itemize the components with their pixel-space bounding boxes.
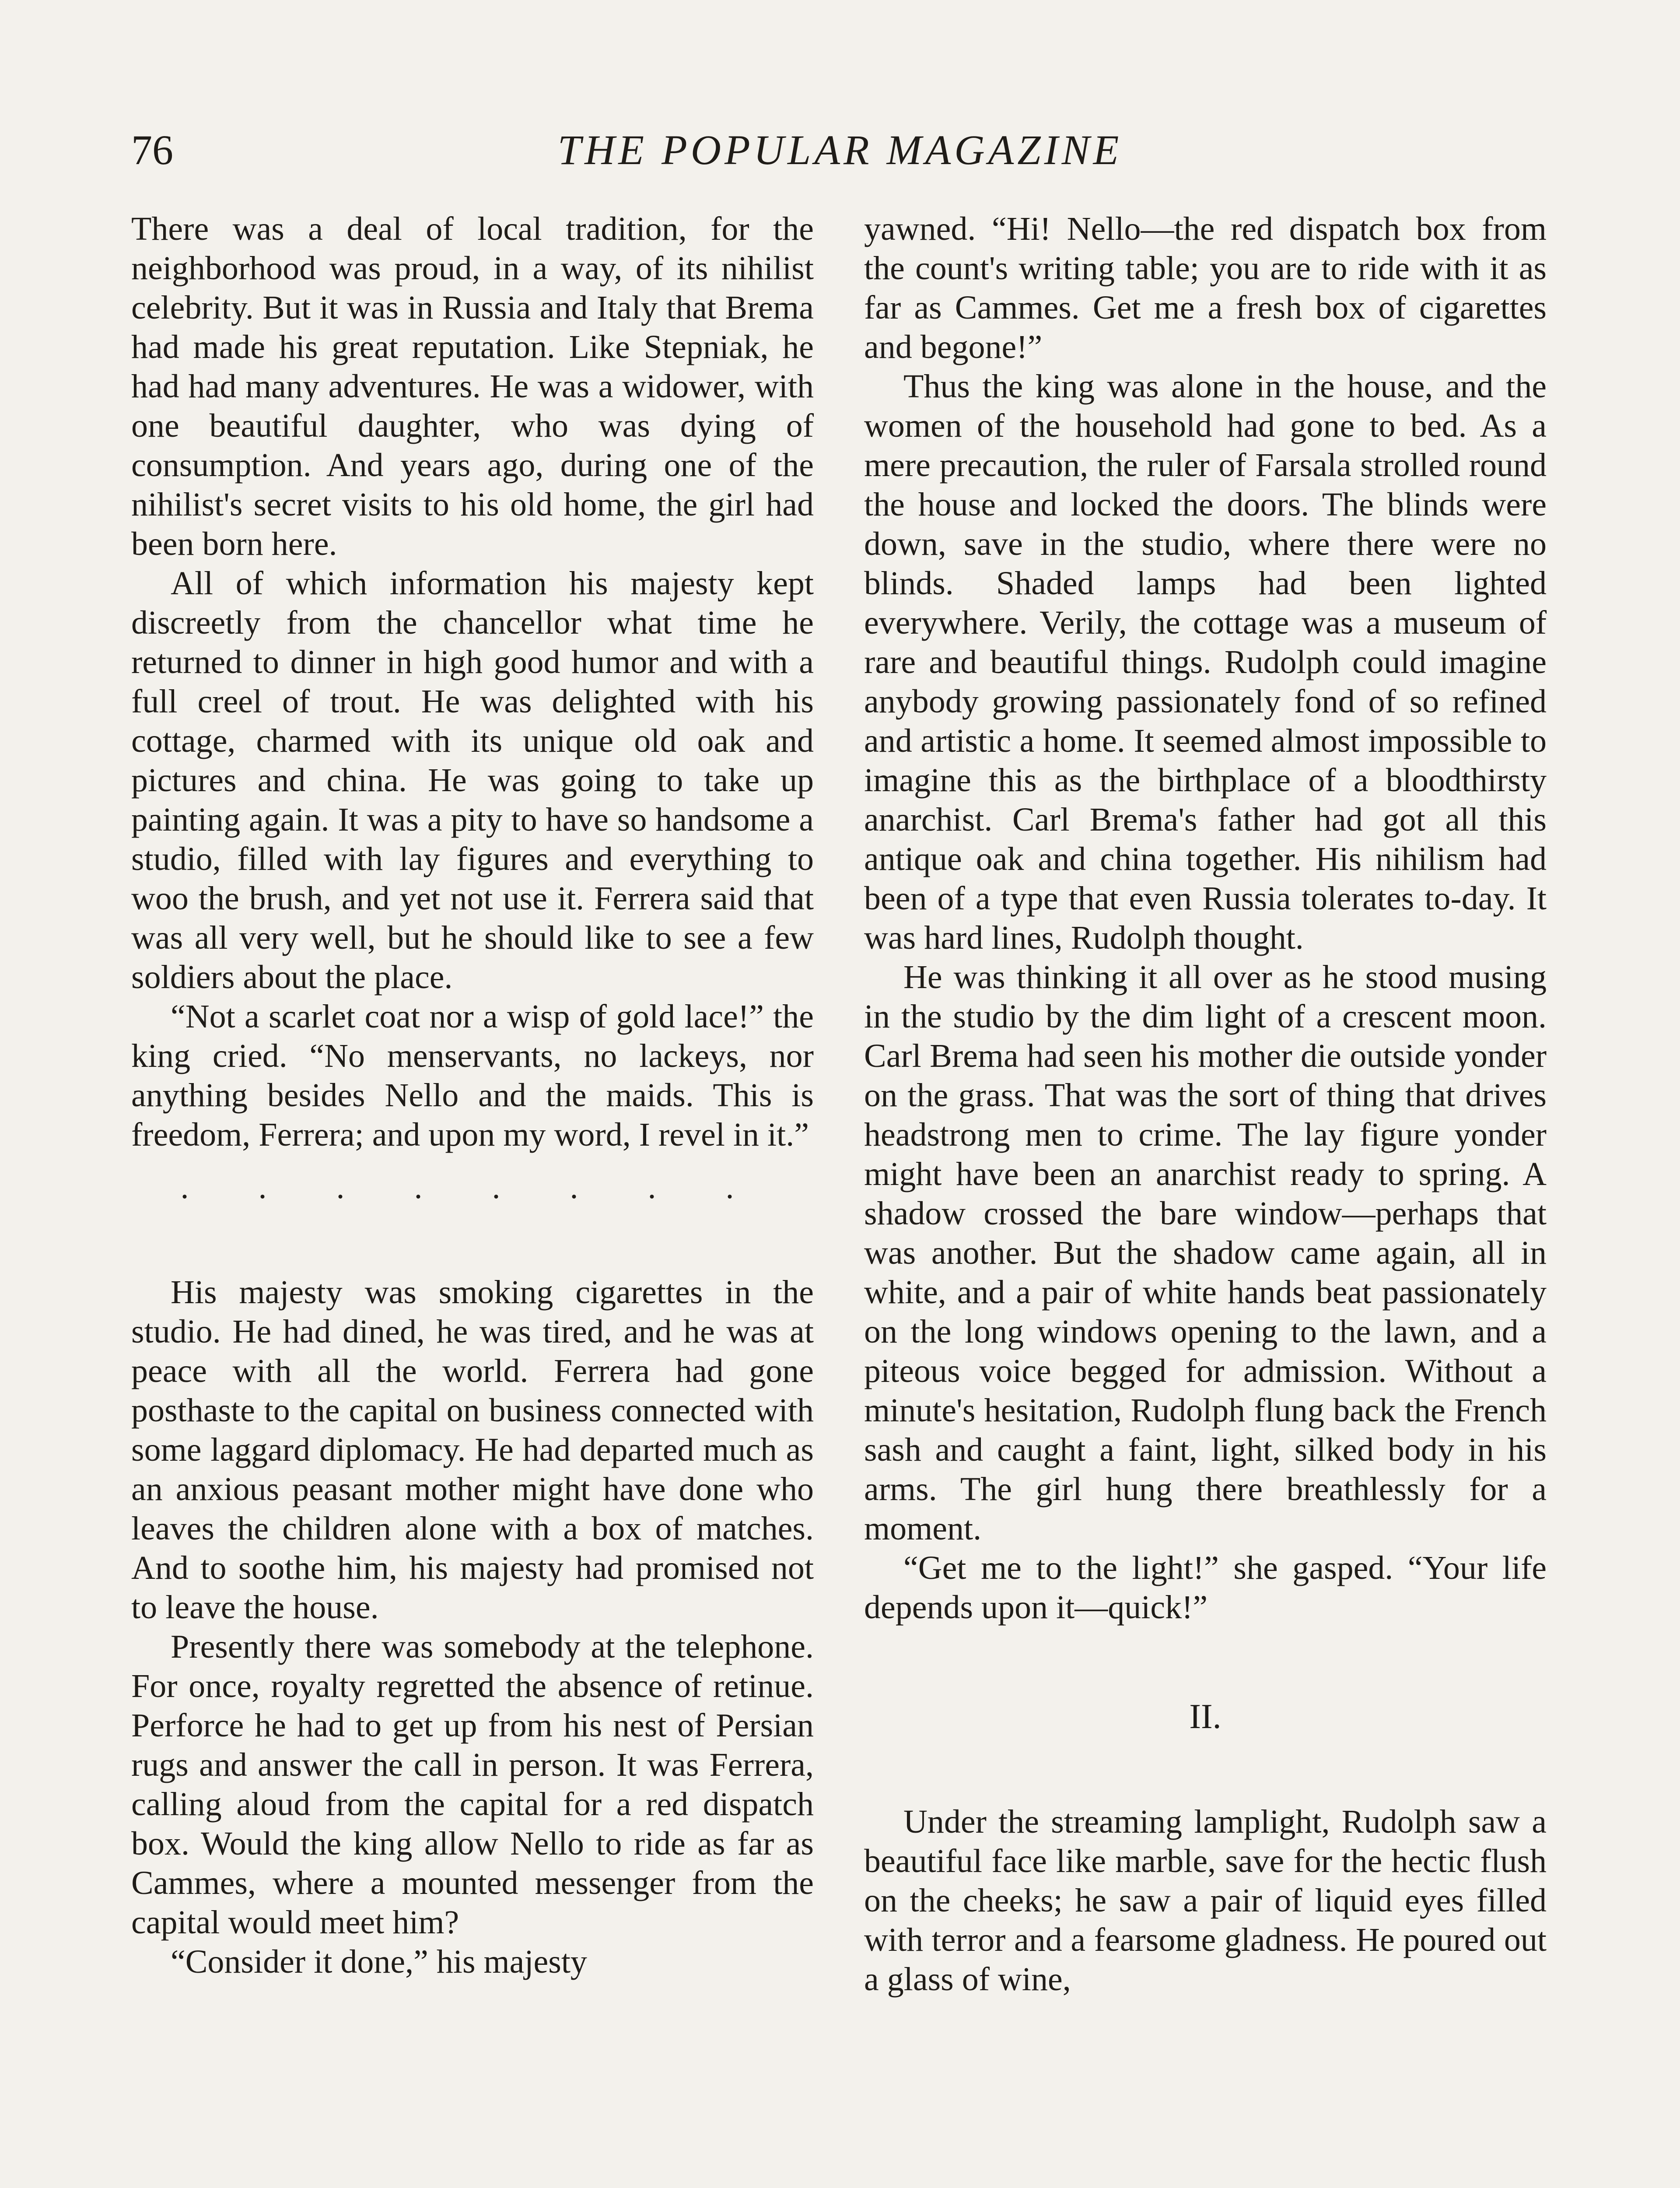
paragraph: “Get me to the light!” she gasped. “Your life depends upon it—quick!” [864, 1550, 1547, 1626]
paragraph: “Consider it done,” his majesty [171, 1943, 587, 1980]
paragraph: His majesty was smoking cigarettes in the studio. He had dined, he was tired, and he was at peace with all the world. Ferrera had gone posthaste to the capital on business connected with some laggard diplomacy. He had departed much as an anxious peasant mother might have done who leaves the children alone with a box of matches. And to soothe him, his majesty had promised not to leave the house. [131, 1274, 814, 1626]
right-column [864, 209, 1547, 1999]
magazine-title: THE POPULAR MAGAZINE [557, 126, 1123, 173]
paragraph: Under the streaming lamplight, Rudolph saw a beautiful face like marble, save for the hectic flush on the cheeks; he saw a pair of liquid eyes filled with terror and a fearsome gladness. He poured out a glass of wine, [864, 1803, 1547, 1998]
section-heading: II. [1189, 1697, 1222, 1736]
paragraph: There was a deal of local tradition, for the neighborhood was proud, in a way, of its nihilist celebrity. But it was in Russia and Italy that Brema had made his great reputation. Like Stepniak, he had had many adventures. He was a widower, with one beautiful daughter, who was dying of consumption. And years ago, during one of the nihilist's secret visits to his old home, the girl had been born here. [131, 210, 814, 562]
paragraph: All of which information his majesty kept discreetly from the chancellor what time he returned to dinner in high good humor and with a full creel of trout. He was delighted with his cottage, charmed with its unique old oak and pictures and china. He was going to take up painting again. It was a pity to have so handsome a studio, filled with lay figures and everything to woo the brush, and yet not use it. Ferrera said that was all very well, but he should like to see a few soldiers about the place. [131, 565, 814, 996]
paragraph: Thus the king was alone in the house, and the women of the household had gone to bed. As a mere precaution, the ruler of Farsala strolled round the house and locked the doors. The blinds were down, save in the studio, where there were no blinds. Shaded lamps had been lighted everywhere. Verily, the cottage was a museum of rare and beautiful things. Rudolph could imagine anybody growing passionately fond of so refined and artistic a home. It seemed almost impossible to imagine this as the birthplace of a bloodthirsty anarchist. Carl Brema's father had got all this antique oak and china together. His nihilism had been of a type that even Russia tolerates to-day. It was hard lines, Rudolph thought. [864, 368, 1547, 956]
paragraph: yawned. “Hi! Nello—the red dispatch box from the count's writing table; you are to ride with it as far as Cammes. Get me a fresh box of cigarettes and begone!” [864, 210, 1547, 365]
page-header [131, 122, 1549, 179]
paragraph: “Not a scarlet coat nor a wisp of gold lace!” the king cried. “No menservants, no lackeys, nor anything besides Nello and the maids. This is freedom, Ferrera; and upon my word, I revel in it.” [131, 998, 814, 1153]
left-column [131, 209, 814, 1981]
page-number: 76 [131, 126, 173, 173]
section-break: . . . . . . . . [180, 1169, 765, 1206]
paragraph: Presently there was somebody at the telephone. For once, royalty regretted the absence of retinue. Perforce he had to get up from his nest of Persian rugs and answer the call in person. It was Ferrera, calling aloud from the capital for a red dispatch box. Would the king allow Nello to ride as far as Cammes, where a mounted messenger from the capital would meet him? [131, 1628, 814, 1941]
paragraph: He was thinking it all over as he stood musing in the studio by the dim light of a crescent moon. Carl Brema had seen his mother die outside yonder on the grass. That was the sort of thing that drives headstrong men to crime. The lay figure yonder might have been an anarchist ready to spring. A shadow crossed the bare window—perhaps that was another. But the shadow came again, all in white, and a pair of white hands beat passionately on the long windows opening to the lawn, and a piteous voice begged for admission. Without a minute's hesitation, Rudolph flung back the French sash and caught a faint, light, silked body in his arms. The girl hung there breathlessly for a moment. [864, 959, 1547, 1547]
